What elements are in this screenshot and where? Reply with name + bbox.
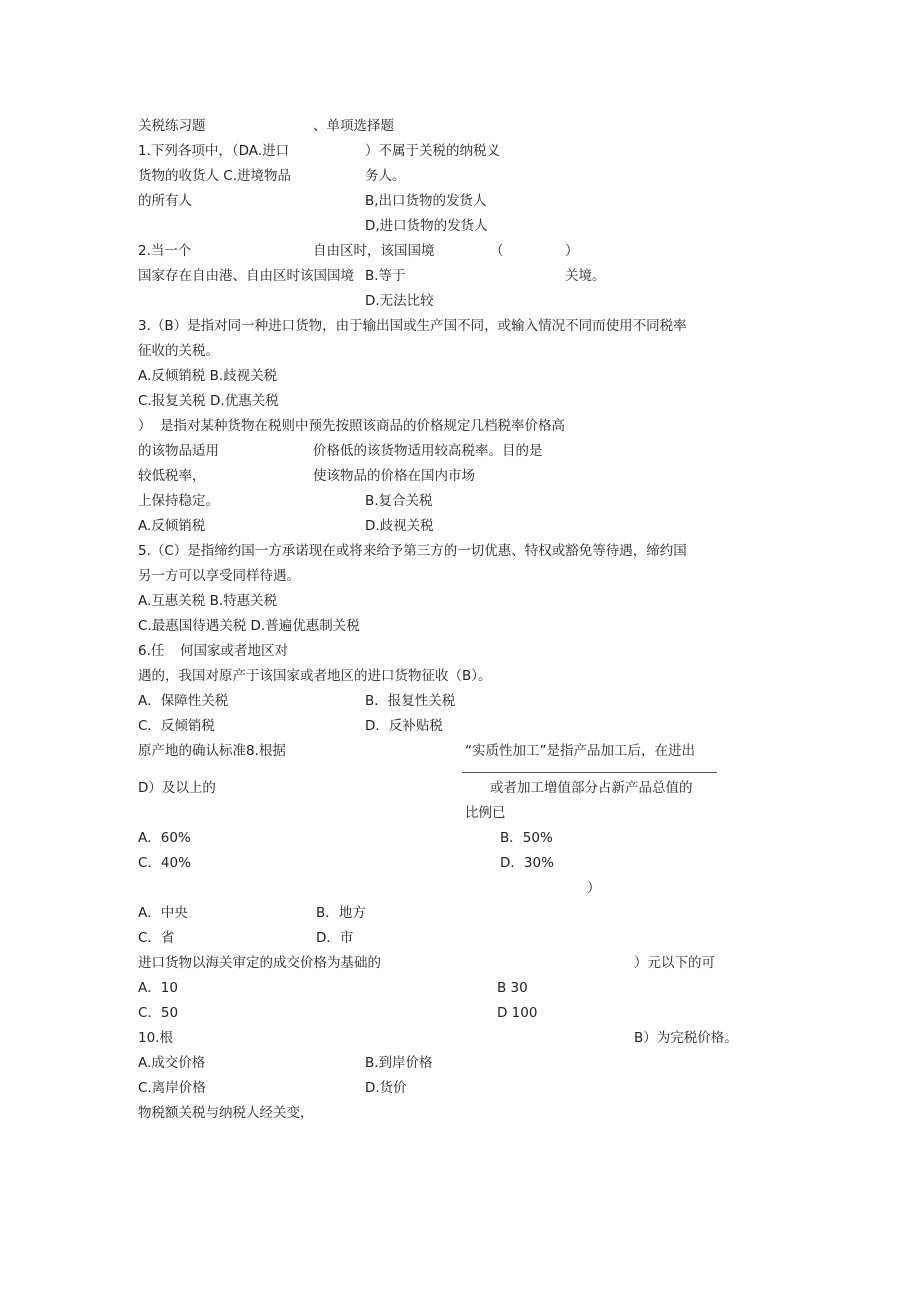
q2-stem: 2.当一个 — [138, 243, 192, 259]
q7-option-c: C．40% — [138, 855, 191, 871]
q8-left-column: 原产地的确认标准8.根据 — [138, 743, 286, 759]
q3-options-ab: A.反倾销税 B.歧视关税 — [138, 368, 278, 384]
q5-options-ab: A.互惠关税 B.特惠关税 — [138, 593, 278, 609]
q4-mid-2: 使该物品的价格在国内市场 — [313, 468, 475, 484]
q5-options-cd: C.最惠国待遇关税 D.普遍优惠制关税 — [138, 618, 360, 634]
q1-line3: 的所有人 — [138, 193, 192, 209]
q10-option-b: B.到岸价格 — [365, 1055, 433, 1071]
q10-option-a: A.成交价格 — [138, 1055, 206, 1071]
divider-line — [462, 772, 717, 773]
q6-option-c: C．反倾销税 — [138, 718, 215, 734]
q10-option-c: C.离岸价格 — [138, 1080, 206, 1096]
q10-right: B）为完税价格。 — [634, 1030, 738, 1046]
q10-stem: 10.根 — [138, 1030, 173, 1046]
q2-paren-open: （ — [490, 243, 504, 259]
q9-option-b: B 30 — [497, 980, 528, 996]
q6-stem: 遇的，我国对原产于该国家或者地区的进口货物征收（B）。 — [138, 668, 492, 684]
q4-column: 是指对某种货物在税则中预先按照该商品的价格规定几档税率价格高 — [160, 418, 565, 434]
q8-option-c: C．省 — [138, 930, 175, 946]
doc-title: 关税练习题 — [138, 118, 206, 134]
q1-option-b: B,出口货物的发货人 — [365, 193, 487, 209]
q4-option-b: B.复合关税 — [365, 493, 433, 509]
q8-option-a: A．中央 — [138, 905, 188, 921]
q4-left-3: 上保持稳定。 — [138, 493, 219, 509]
q9-column: 进口货物以海关审定的成交价格为基础的 — [138, 955, 381, 971]
q7-paren: ） — [587, 880, 601, 896]
q7-option-a: A．60% — [138, 830, 191, 846]
q2-option-d: D.无法比较 — [365, 293, 434, 309]
q1-line2: 货物的收货人 C.进境物品 — [138, 168, 292, 184]
q3-stem: 3.（B）是指对同一种进口货物，由于输出国或生产国不同，或输入情况不同而使用不同税率 — [138, 318, 687, 334]
q9-right-column: ）元以下的可 — [634, 955, 715, 971]
q3-stem-2: 征收的关税。 — [138, 343, 219, 359]
q9-option-d: D 100 — [497, 1005, 538, 1021]
q4-mid-1: 价格低的该货物适用较高税率。目的是 — [313, 443, 543, 459]
q4-paren: ） — [138, 418, 152, 434]
q10-left-column: 物税额关税与纳税人经关变， — [138, 1105, 314, 1121]
q6-stem-a: 6.任 — [138, 643, 165, 659]
q6-option-a: A．保障性关税 — [138, 693, 229, 709]
q1-stem-b: ）不属于关税的纳税义 — [365, 143, 500, 159]
q1-stem-c: 务人。 — [365, 168, 406, 184]
document-page — [0, 114, 920, 1126]
q7-option-d: D．30% — [500, 855, 554, 871]
q4-option-d: D.歧视关税 — [365, 518, 434, 534]
q2-stem-b: 自由区时，该国国境 — [313, 243, 435, 259]
q1-option-d: D,进口货物的发货人 — [365, 218, 488, 234]
section-heading: 、单项选择题 — [313, 118, 394, 134]
q4-option-a: A.反倾销税 — [138, 518, 206, 534]
q7-line-3: 比例已 — [465, 805, 506, 821]
q1-stem: 1.下列各项中，（DA.进口 — [138, 143, 290, 159]
q6-option-d: D．反补贴税 — [365, 718, 443, 734]
q6-column: 何国家或者地区对 — [180, 643, 288, 659]
q7-option-b: B．50% — [500, 830, 553, 846]
q7-line-2: 或者加工增值部分占新产品总值的 — [490, 780, 693, 796]
q5-stem: 5.（C）是指缔约国一方承诺现在或将来给予第三方的一切优惠、特权或豁免等待遇，缔约国 — [138, 543, 687, 559]
q8-option-b: B．地方 — [316, 905, 366, 921]
q2-paren-close: ） — [565, 243, 579, 259]
q10-option-d: D.货价 — [365, 1080, 407, 1096]
q7-line-1: “实质性加工”是指产品加工后，在进出 — [465, 743, 695, 759]
q2-tail: 关境。 — [565, 268, 606, 284]
q7-mid: D）及以上的 — [138, 780, 216, 796]
q9-option-c: C．50 — [138, 1005, 179, 1021]
q4-left-1: 的该物品适用 — [138, 443, 219, 459]
q6-option-b: B．报复性关税 — [365, 693, 456, 709]
q8-option-d: D．市 — [316, 930, 354, 946]
q9-option-a: A．10 — [138, 980, 178, 996]
q5-stem-2: 另一方可以享受同样待遇。 — [138, 568, 300, 584]
q2-column: 国家存在自由港、自由区时该国国境 — [138, 268, 354, 284]
q4-left-2: 较低税率， — [138, 468, 206, 484]
q2-option-b: B.等于 — [365, 268, 406, 284]
q3-options-cd: C.报复关税 D.优惠关税 — [138, 393, 279, 409]
